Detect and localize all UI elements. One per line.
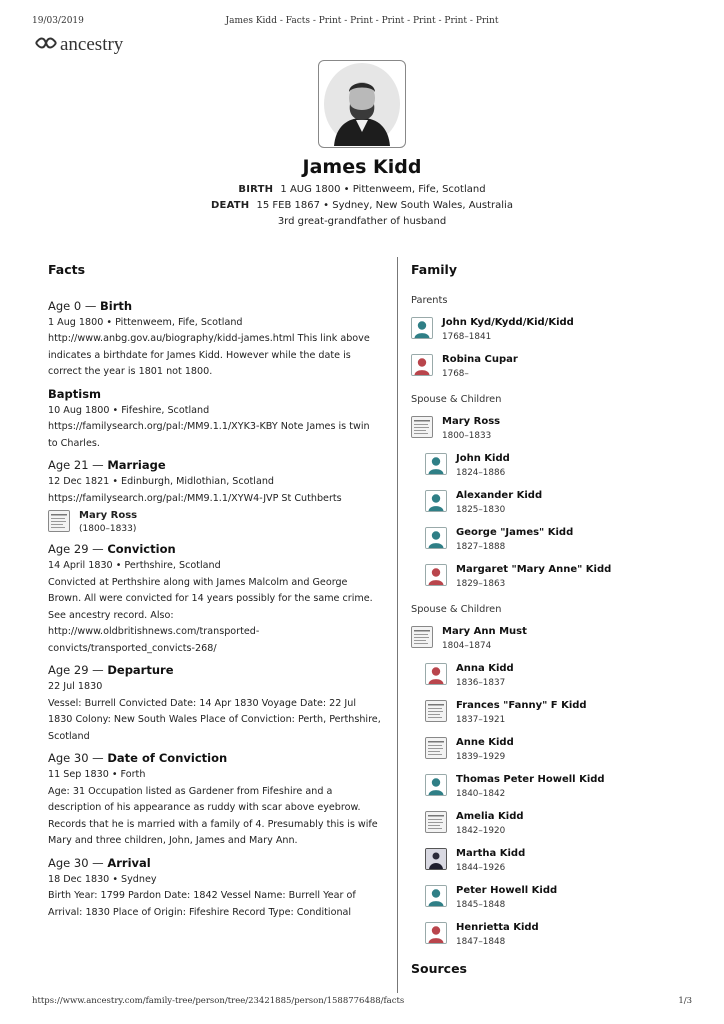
fact-item <box>48 385 382 453</box>
person-info <box>442 353 518 381</box>
person-info <box>442 316 574 344</box>
person-dates: 1825–1830 <box>456 505 506 515</box>
family-member[interactable] <box>411 415 701 443</box>
male-avatar-icon <box>425 527 447 549</box>
document-thumbnail-icon <box>425 811 447 833</box>
child-item[interactable] <box>425 563 701 591</box>
fact-text: http://www.anbg.gov.au/biography/kidd-james.html This link above indicates a birthdate for James Kidd. However while the date is correct the year is 1801 not 1800. <box>48 333 370 377</box>
child-item[interactable] <box>425 489 701 517</box>
person-info <box>456 810 524 838</box>
person-dates: 1845–1848 <box>456 900 506 910</box>
person-name-link[interactable]: Frances "Fanny" F Kidd <box>456 700 587 711</box>
person-info <box>442 625 527 653</box>
fact-age: Age 29 — <box>48 542 108 556</box>
photo-thumbnail-icon <box>425 848 447 870</box>
child-item[interactable] <box>425 452 701 480</box>
profile-photo[interactable] <box>318 60 406 148</box>
fact-event: Date of Conviction <box>107 751 228 765</box>
spouse-children-label: Spouse & Children <box>411 394 502 405</box>
death-label: DEATH <box>211 200 250 211</box>
death-value: 15 FEB 1867 • Sydney, New South Wales, Australia <box>256 200 513 211</box>
fact-event: Arrival <box>107 855 151 870</box>
document-thumbnail-icon <box>425 700 447 722</box>
male-avatar-icon <box>425 885 447 907</box>
person-info <box>456 847 525 875</box>
person-dates: 1839–1929 <box>456 752 506 762</box>
column-divider <box>397 257 398 993</box>
child-item[interactable] <box>425 662 701 690</box>
portrait-photo <box>320 62 404 146</box>
document-thumbnail-icon <box>48 510 70 532</box>
fact-heading[interactable] <box>48 297 382 315</box>
person-dates: 1847–1848 <box>456 937 506 947</box>
fact-spouse[interactable] <box>48 509 382 536</box>
fact-event: Marriage <box>107 458 166 472</box>
male-avatar-icon <box>411 317 433 339</box>
fact-spouse-dates: (1800–1833) <box>79 524 137 534</box>
person-info <box>456 736 514 764</box>
family-member[interactable] <box>411 353 701 381</box>
person-info <box>456 489 542 517</box>
person-name-link[interactable]: Thomas Peter Howell Kidd <box>456 774 605 785</box>
person-dates: 1837–1921 <box>456 715 506 725</box>
document-thumbnail-icon <box>411 416 433 438</box>
child-item[interactable] <box>425 884 701 912</box>
fact-detail: 18 Dec 1830 • Sydney <box>48 873 157 885</box>
person-info <box>456 452 510 480</box>
person-name-link[interactable]: Peter Howell Kidd <box>456 885 558 896</box>
child-item[interactable] <box>425 921 701 949</box>
fact-text: https://familysearch.org/pal:/MM9.1.1/XYW4-JVP St Cuthberts <box>48 492 342 504</box>
birth-label: BIRTH <box>238 184 274 195</box>
fact-detail: 12 Dec 1821 • Edinburgh, Midlothian, Scotland <box>48 476 275 487</box>
person-info <box>456 884 557 912</box>
family-title: Family <box>411 262 457 277</box>
fact-detail: 11 Sep 1830 • Forth <box>48 769 146 780</box>
ancestry-logo[interactable] <box>34 34 123 56</box>
female-avatar-icon <box>425 663 447 685</box>
family-member[interactable] <box>411 316 701 344</box>
child-item[interactable] <box>425 526 701 554</box>
person-name-link[interactable]: Mary Ross <box>442 416 501 427</box>
person-info <box>456 526 573 554</box>
child-item[interactable] <box>425 810 701 838</box>
person-dates: 1842–1920 <box>456 826 506 836</box>
person-name-link[interactable]: Anna Kidd <box>456 663 514 674</box>
person-dates: 1768–1841 <box>442 332 492 342</box>
fact-event: Departure <box>107 663 174 677</box>
child-item[interactable] <box>425 773 701 801</box>
fact-age: Age 30 — <box>48 751 108 765</box>
fact-text: Age: 31 Occupation listed as Gardener from Fifeshire and a description of his appearance as ruddy with scar above eyebrow. Records that he is married with a family of 4. Presumably this is wife Mary and three children, John, James and Mary Ann. <box>48 785 378 846</box>
person-name: James Kidd <box>302 156 422 178</box>
fact-event: Conviction <box>107 542 176 556</box>
fact-item <box>48 749 382 850</box>
person-name-link[interactable]: Anne Kidd <box>456 737 514 748</box>
birth-value: 1 AUG 1800 • Pittenweem, Fife, Scotland <box>280 184 486 195</box>
male-avatar-icon <box>425 490 447 512</box>
fact-text: Birth Year: 1799 Pardon Date: 1842 Vessel Name: Burrell Year of Arrival: 1830 Place of Origin: Fifeshire Record Type: Conditional <box>48 890 356 918</box>
fact-item <box>48 456 382 536</box>
facts-section <box>48 262 382 925</box>
person-info <box>456 563 611 591</box>
fact-event: Baptism <box>48 386 102 401</box>
print-footer <box>32 996 692 1008</box>
fact-age: Age 29 — <box>48 663 108 677</box>
male-avatar-icon <box>425 453 447 475</box>
person-dates: 1768– <box>442 369 469 379</box>
document-thumbnail-icon <box>411 626 433 648</box>
person-dates: 1804–1874 <box>442 641 492 651</box>
female-avatar-icon <box>411 354 433 376</box>
sources-title: Sources <box>411 961 467 976</box>
person-name-link[interactable]: Alexander Kidd <box>456 490 543 501</box>
ancestry-logo-text: ancestry <box>60 34 124 55</box>
fact-detail: 22 Jul 1830 <box>48 681 103 692</box>
person-name-link[interactable]: Robina Cupar <box>442 354 518 365</box>
relationship-text: 3rd great-grandfather of husband <box>277 216 447 227</box>
page-url: https://www.ancestry.com/family-tree/person/tree/23421885/person/1588776488/facts <box>32 996 405 1006</box>
parents-label: Parents <box>411 295 448 306</box>
person-dates: 1824–1886 <box>456 468 506 478</box>
fact-text: Convicted at Perthshire along with James Malcolm and George Brown. All were convicted for 14 years possibly for the same crime. See ancestry record. Also: http://www.oldbritishnews.com/transported-convicts/transported_convicts-268/ <box>48 576 373 654</box>
fact-text: Vessel: Burrell Convicted Date: 14 Apr 1830 Voyage Date: 22 Jul 1830 Colony: New South Wales Place of Conviction: Perth, Perthshire, Scotland <box>48 697 381 742</box>
family-section <box>411 262 701 994</box>
page-number: 1/3 <box>678 996 692 1006</box>
fact-age: Age 0 — <box>48 298 101 313</box>
fact-item <box>48 540 382 657</box>
child-item[interactable] <box>425 847 701 875</box>
person-name-link[interactable]: Martha Kidd <box>456 848 526 859</box>
fact-event: Birth <box>100 298 133 313</box>
person-info <box>456 662 514 690</box>
fact-heading[interactable] <box>48 540 382 558</box>
fact-heading[interactable] <box>48 749 382 767</box>
fact-heading[interactable] <box>48 456 382 474</box>
fact-age: Age 30 — <box>48 855 108 870</box>
person-name-link[interactable]: John Kidd <box>456 453 510 464</box>
child-item[interactable] <box>425 699 701 727</box>
fact-detail: 10 Aug 1800 • Fifeshire, Scotland <box>48 404 210 416</box>
ancestry-leaf-icon <box>34 35 58 55</box>
person-name-link[interactable]: Henrietta Kidd <box>456 922 539 933</box>
person-name-link[interactable]: John Kyd/Kydd/Kid/Kidd <box>442 317 574 328</box>
male-avatar-icon <box>425 774 447 796</box>
facts-title: Facts <box>48 262 86 277</box>
fact-item <box>48 661 382 745</box>
person-info <box>442 415 500 443</box>
fact-heading[interactable] <box>48 854 382 872</box>
facts-list <box>48 297 382 922</box>
family-member[interactable] <box>411 625 701 653</box>
fact-heading[interactable] <box>48 661 382 679</box>
fact-heading[interactable] <box>48 385 382 403</box>
female-avatar-icon <box>425 922 447 944</box>
spouse-children-label: Spouse & Children <box>411 604 502 615</box>
person-dates: 1827–1888 <box>456 542 506 552</box>
person-info <box>456 773 605 801</box>
fact-item <box>48 854 382 922</box>
person-name-link[interactable]: Mary Ann Must <box>442 626 527 637</box>
document-thumbnail-icon <box>425 737 447 759</box>
family-list <box>411 295 701 949</box>
person-info <box>456 921 539 949</box>
person-dates: 1829–1863 <box>456 579 506 589</box>
person-info <box>456 699 587 727</box>
print-header <box>32 16 692 28</box>
fact-detail: 14 April 1830 • Perthshire, Scotland <box>48 560 221 571</box>
child-item[interactable] <box>425 736 701 764</box>
person-name-link[interactable]: George "James" Kidd <box>456 527 574 538</box>
fact-spouse-info <box>79 509 137 536</box>
birth-line <box>0 182 724 198</box>
fact-item <box>48 297 382 381</box>
female-avatar-icon <box>425 564 447 586</box>
fact-spouse-name: Mary Ross <box>79 510 138 521</box>
profile-header <box>0 60 724 227</box>
print-date: 19/03/2019 <box>32 16 84 26</box>
fact-text: https://familysearch.org/pal:/MM9.1.1/XYK3-KBY Note James is twin to Charles. <box>48 421 370 449</box>
person-dates: 1844–1926 <box>456 863 506 873</box>
fact-age: Age 21 — <box>48 458 108 472</box>
death-line <box>0 198 724 214</box>
fact-detail: 1 Aug 1800 • Pittenweem, Fife, Scotland <box>48 316 243 328</box>
person-name-link[interactable]: Amelia Kidd <box>456 811 524 822</box>
print-title: James Kidd - Facts - Print - Print - Print - Print - Print - Print <box>225 16 499 26</box>
person-dates: 1836–1837 <box>456 678 506 688</box>
person-name-link[interactable]: Margaret "Mary Anne" Kidd <box>456 564 612 575</box>
person-dates: 1800–1833 <box>442 431 492 441</box>
person-dates: 1840–1842 <box>456 789 506 799</box>
